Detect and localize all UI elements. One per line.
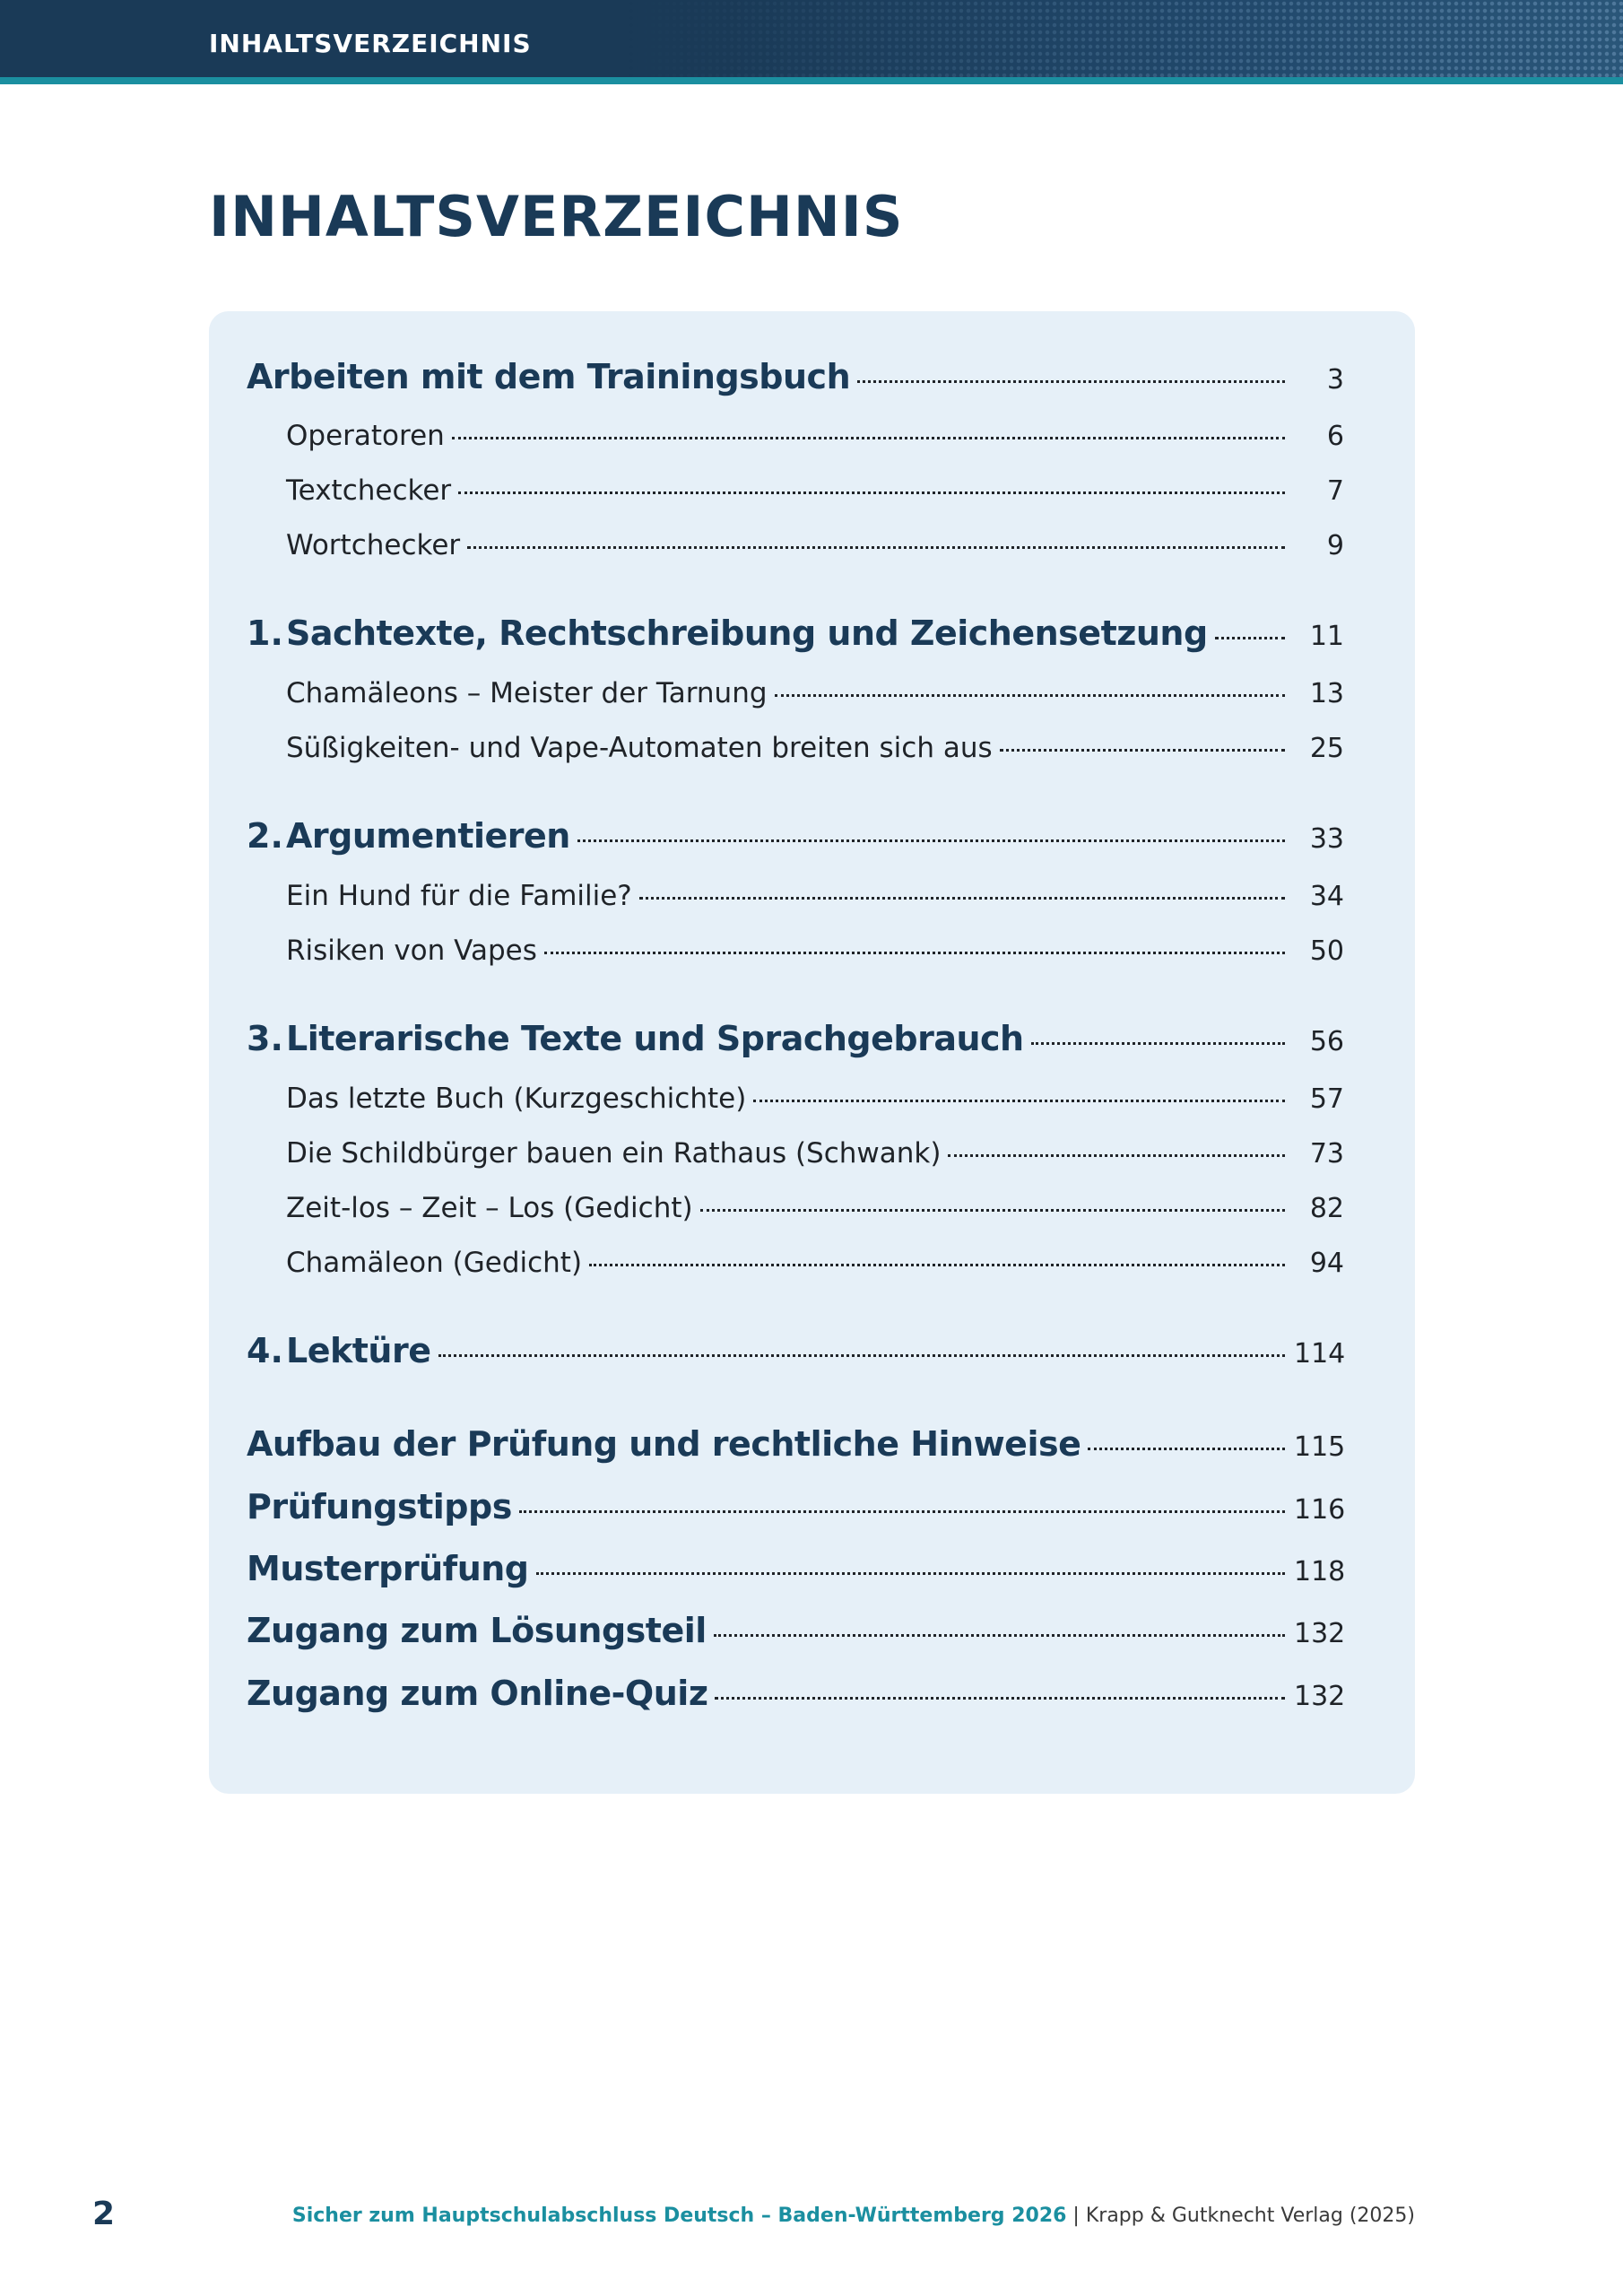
toc-leader-dots <box>452 437 1285 439</box>
toc-entry-label: Die Schildbürger bauen ein Rathaus (Schwank) <box>286 1137 942 1170</box>
toc-entry-label: Arbeiten mit dem Trainingsbuch <box>247 357 851 396</box>
toc-entry-label: Risiken von Vapes <box>286 935 537 967</box>
toc-entry-label: Süßigkeiten- und Vape-Automaten breiten sich aus <box>286 732 993 764</box>
toc-chapter-1[interactable] <box>247 613 1344 653</box>
toc-entry-wortchecker[interactable] <box>286 529 1344 561</box>
toc-page-number: 56 <box>1309 1026 1344 1057</box>
toc-entry-label: Chamäleons – Meister der Tarnung <box>286 677 768 709</box>
toc-chapter-number: 1. <box>247 613 283 653</box>
footer-series-title: Sicher zum Hauptschulabschluss Deutsch – Baden-Württemberg 2026 <box>291 2205 1067 2227</box>
toc-page-number: 118 <box>1294 1556 1346 1587</box>
toc-entry-zeit-los[interactable] <box>286 1192 1344 1224</box>
toc-entry-chamaeleon-gedicht[interactable] <box>286 1247 1344 1279</box>
toc-leader-dots <box>1031 1042 1285 1045</box>
toc-chapter-2[interactable] <box>247 816 1344 856</box>
toc-entry-label: Zugang zum Online-Quiz <box>247 1674 708 1713</box>
toc-page-number: 114 <box>1294 1338 1346 1370</box>
toc-page-number: 13 <box>1309 678 1344 709</box>
toc-page-number: 94 <box>1309 1248 1344 1279</box>
toc-page-number: 116 <box>1294 1494 1346 1526</box>
page-title: INHALTSVERZEICHNIS <box>209 184 904 249</box>
toc-page-number: 115 <box>1294 1431 1346 1463</box>
toc-entry-label: Argumentieren <box>286 816 570 856</box>
footer-citation <box>292 2205 1415 2227</box>
header-dot-pattern <box>628 0 1623 77</box>
toc-page-number: 132 <box>1294 1618 1346 1649</box>
header-section-label: INHALTSVERZEICHNIS <box>209 29 532 58</box>
toc-leader-dots <box>519 1510 1285 1513</box>
toc-page-number: 3 <box>1326 364 1344 396</box>
toc-entry-pruefungstipps[interactable] <box>247 1487 1344 1526</box>
toc-page-number: 11 <box>1309 621 1344 652</box>
toc-entry-label: Zeit-los – Zeit – Los (Gedicht) <box>286 1192 693 1224</box>
toc-leader-dots <box>458 491 1285 494</box>
toc-entry-label: Musterprüfung <box>247 1549 529 1588</box>
toc-entry-label: Literarische Texte und Sprachgebrauch <box>286 1019 1024 1058</box>
toc-leader-dots <box>639 897 1285 900</box>
toc-page-number: 9 <box>1326 530 1344 561</box>
toc-page-number: 33 <box>1309 823 1344 855</box>
toc-page-number: 7 <box>1326 475 1344 507</box>
toc-chapter-number: 2. <box>247 816 283 856</box>
toc-page-number: 132 <box>1294 1681 1346 1712</box>
toc-entry-schildbuerger[interactable] <box>286 1137 1344 1170</box>
toc-entry-letzte-buch[interactable] <box>286 1083 1344 1115</box>
toc-chapter-4[interactable] <box>247 1331 1344 1370</box>
toc-entry-musterpruefung[interactable] <box>247 1549 1344 1588</box>
toc-entry-automaten[interactable] <box>286 732 1344 764</box>
footer-separator: | <box>1066 2205 1086 2227</box>
toc-entry-label: Das letzte Buch (Kurzgeschichte) <box>286 1083 747 1115</box>
toc-chapter-3[interactable] <box>247 1019 1344 1058</box>
toc-entry-online-quiz[interactable] <box>247 1674 1344 1713</box>
toc-entry-aufbau-pruefung[interactable] <box>247 1424 1344 1464</box>
toc-entry-label: Wortchecker <box>286 529 461 561</box>
toc-leader-dots <box>714 1634 1285 1637</box>
footer-publisher: Krapp & Gutknecht Verlag (2025) <box>1085 2205 1415 2227</box>
toc-page-number: 25 <box>1309 733 1344 764</box>
toc-leader-dots <box>700 1209 1285 1212</box>
toc-entry-chamaeleons[interactable] <box>286 677 1344 709</box>
toc-leader-dots <box>857 380 1285 383</box>
toc-leader-dots <box>948 1154 1285 1157</box>
toc-page-number: 50 <box>1309 935 1344 967</box>
toc-page-number: 6 <box>1326 421 1344 452</box>
toc-entry-trainingsbuch[interactable] <box>247 357 1344 396</box>
toc-leader-dots <box>577 839 1285 842</box>
toc-entry-label: Operatoren <box>286 420 445 452</box>
toc-entry-label: Lektüre <box>286 1331 431 1370</box>
toc-leader-dots <box>753 1100 1285 1102</box>
toc-entry-label: Textchecker <box>286 474 452 507</box>
toc-page-number: 73 <box>1309 1138 1344 1170</box>
footer-page-number: 2 <box>92 2196 116 2232</box>
toc-leader-dots <box>544 952 1285 954</box>
toc-leader-dots <box>467 546 1285 549</box>
toc-leader-dots <box>1000 749 1285 752</box>
toc-chapter-number: 4. <box>247 1331 283 1370</box>
toc-leader-dots <box>1088 1448 1285 1450</box>
toc-entry-label: Ein Hund für die Familie? <box>286 880 632 912</box>
toc-leader-dots <box>438 1354 1286 1357</box>
toc-leader-dots <box>1215 637 1285 639</box>
toc-leader-dots <box>589 1264 1285 1266</box>
toc-entry-label: Sachtexte, Rechtschreibung und Zeichensetzung <box>286 613 1208 653</box>
toc-entry-label: Prüfungstipps <box>247 1487 512 1526</box>
header-accent-stripe <box>0 77 1623 84</box>
toc-entry-label: Zugang zum Lösungsteil <box>247 1611 707 1650</box>
toc-leader-dots <box>775 694 1285 697</box>
toc-entry-hund[interactable] <box>286 880 1344 912</box>
toc-entry-label: Aufbau der Prüfung und rechtliche Hinweise <box>247 1424 1081 1464</box>
toc-page-number: 57 <box>1309 1083 1344 1115</box>
toc-leader-dots <box>536 1572 1286 1575</box>
toc-entry-loesungsteil[interactable] <box>247 1611 1344 1650</box>
toc-entry-textchecker[interactable] <box>286 474 1344 507</box>
toc-entry-label: Chamäleon (Gedicht) <box>286 1247 583 1279</box>
toc-entry-vapes[interactable] <box>286 935 1344 967</box>
toc-page-number: 82 <box>1309 1193 1344 1224</box>
toc-leader-dots <box>715 1697 1285 1700</box>
toc-chapter-number: 3. <box>247 1019 283 1058</box>
toc-entry-operatoren[interactable] <box>286 420 1344 452</box>
toc-page-number: 34 <box>1309 881 1344 912</box>
